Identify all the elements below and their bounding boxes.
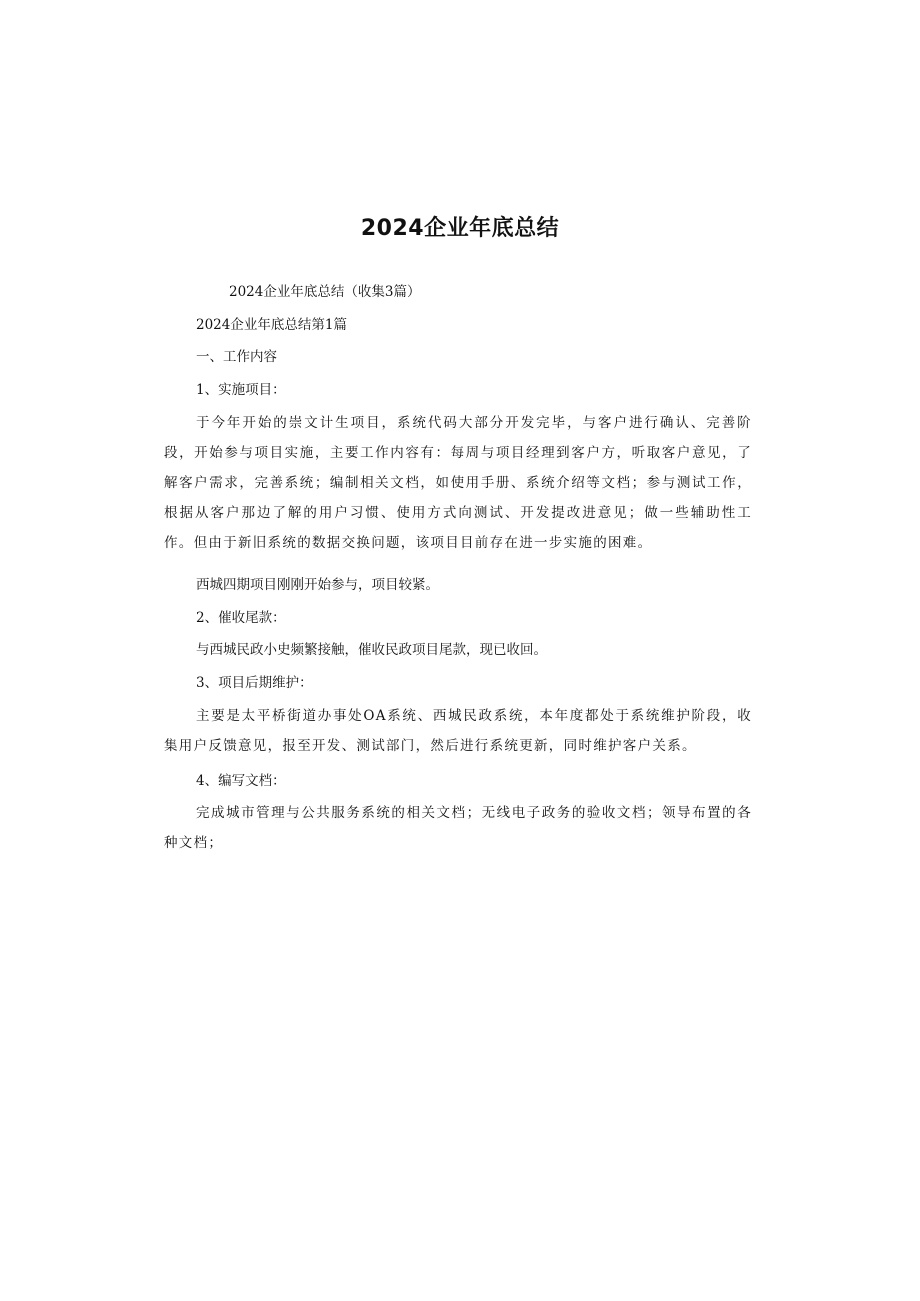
item2-heading: 2、催收尾款： — [196, 610, 286, 626]
item1-paragraph: 于今年开始的崇文计生项目，系统代码大部分开发完毕，与客户进行确认、完善阶段，开始参与项目实施，主要工作内容有：每周与项目经理到客户方，听取客户意见，了解客户需求，完善系统；编制相关文档，如使用手册、系统介绍等文档；参与测试工作，根据从客户那边了解的用户习惯、使用方式向测试、开发提改进意见；做一些辅助性工作。但由于新旧系统的数据交换问题，该项目目前存在进一步实施的困难。 — [164, 415, 752, 551]
item1-note: 西城四期项目刚刚开始参与，项目较紧。 — [196, 577, 439, 593]
article-heading: 2024企业年底总结第1篇 — [196, 317, 347, 333]
item1-heading: 1、实施项目： — [196, 382, 286, 398]
document-title: 2024企业年底总结 — [360, 216, 560, 241]
item3-heading: 3、项目后期维护： — [196, 675, 313, 691]
item3-paragraph: 主要是太平桥街道办事处OA系统、西城民政系统，本年度都处于系统维护阶段，收集用户反馈意见，报至开发、测试部门，然后进行系统更新，同时维护客户关系。 — [164, 708, 752, 754]
item4-heading: 4、编写文档： — [196, 773, 286, 789]
item4-paragraph: 完成城市管理与公共服务系统的相关文档；无线电子政务的验收文档；领导布置的各种文档； — [164, 805, 752, 851]
item2-paragraph: 与西城民政小史频繁接触，催收民政项目尾款，现已收回。 — [196, 642, 547, 658]
section-heading: 一、工作内容 — [196, 349, 277, 365]
document-subtitle: 2024企业年底总结（收集3篇） — [229, 284, 421, 300]
